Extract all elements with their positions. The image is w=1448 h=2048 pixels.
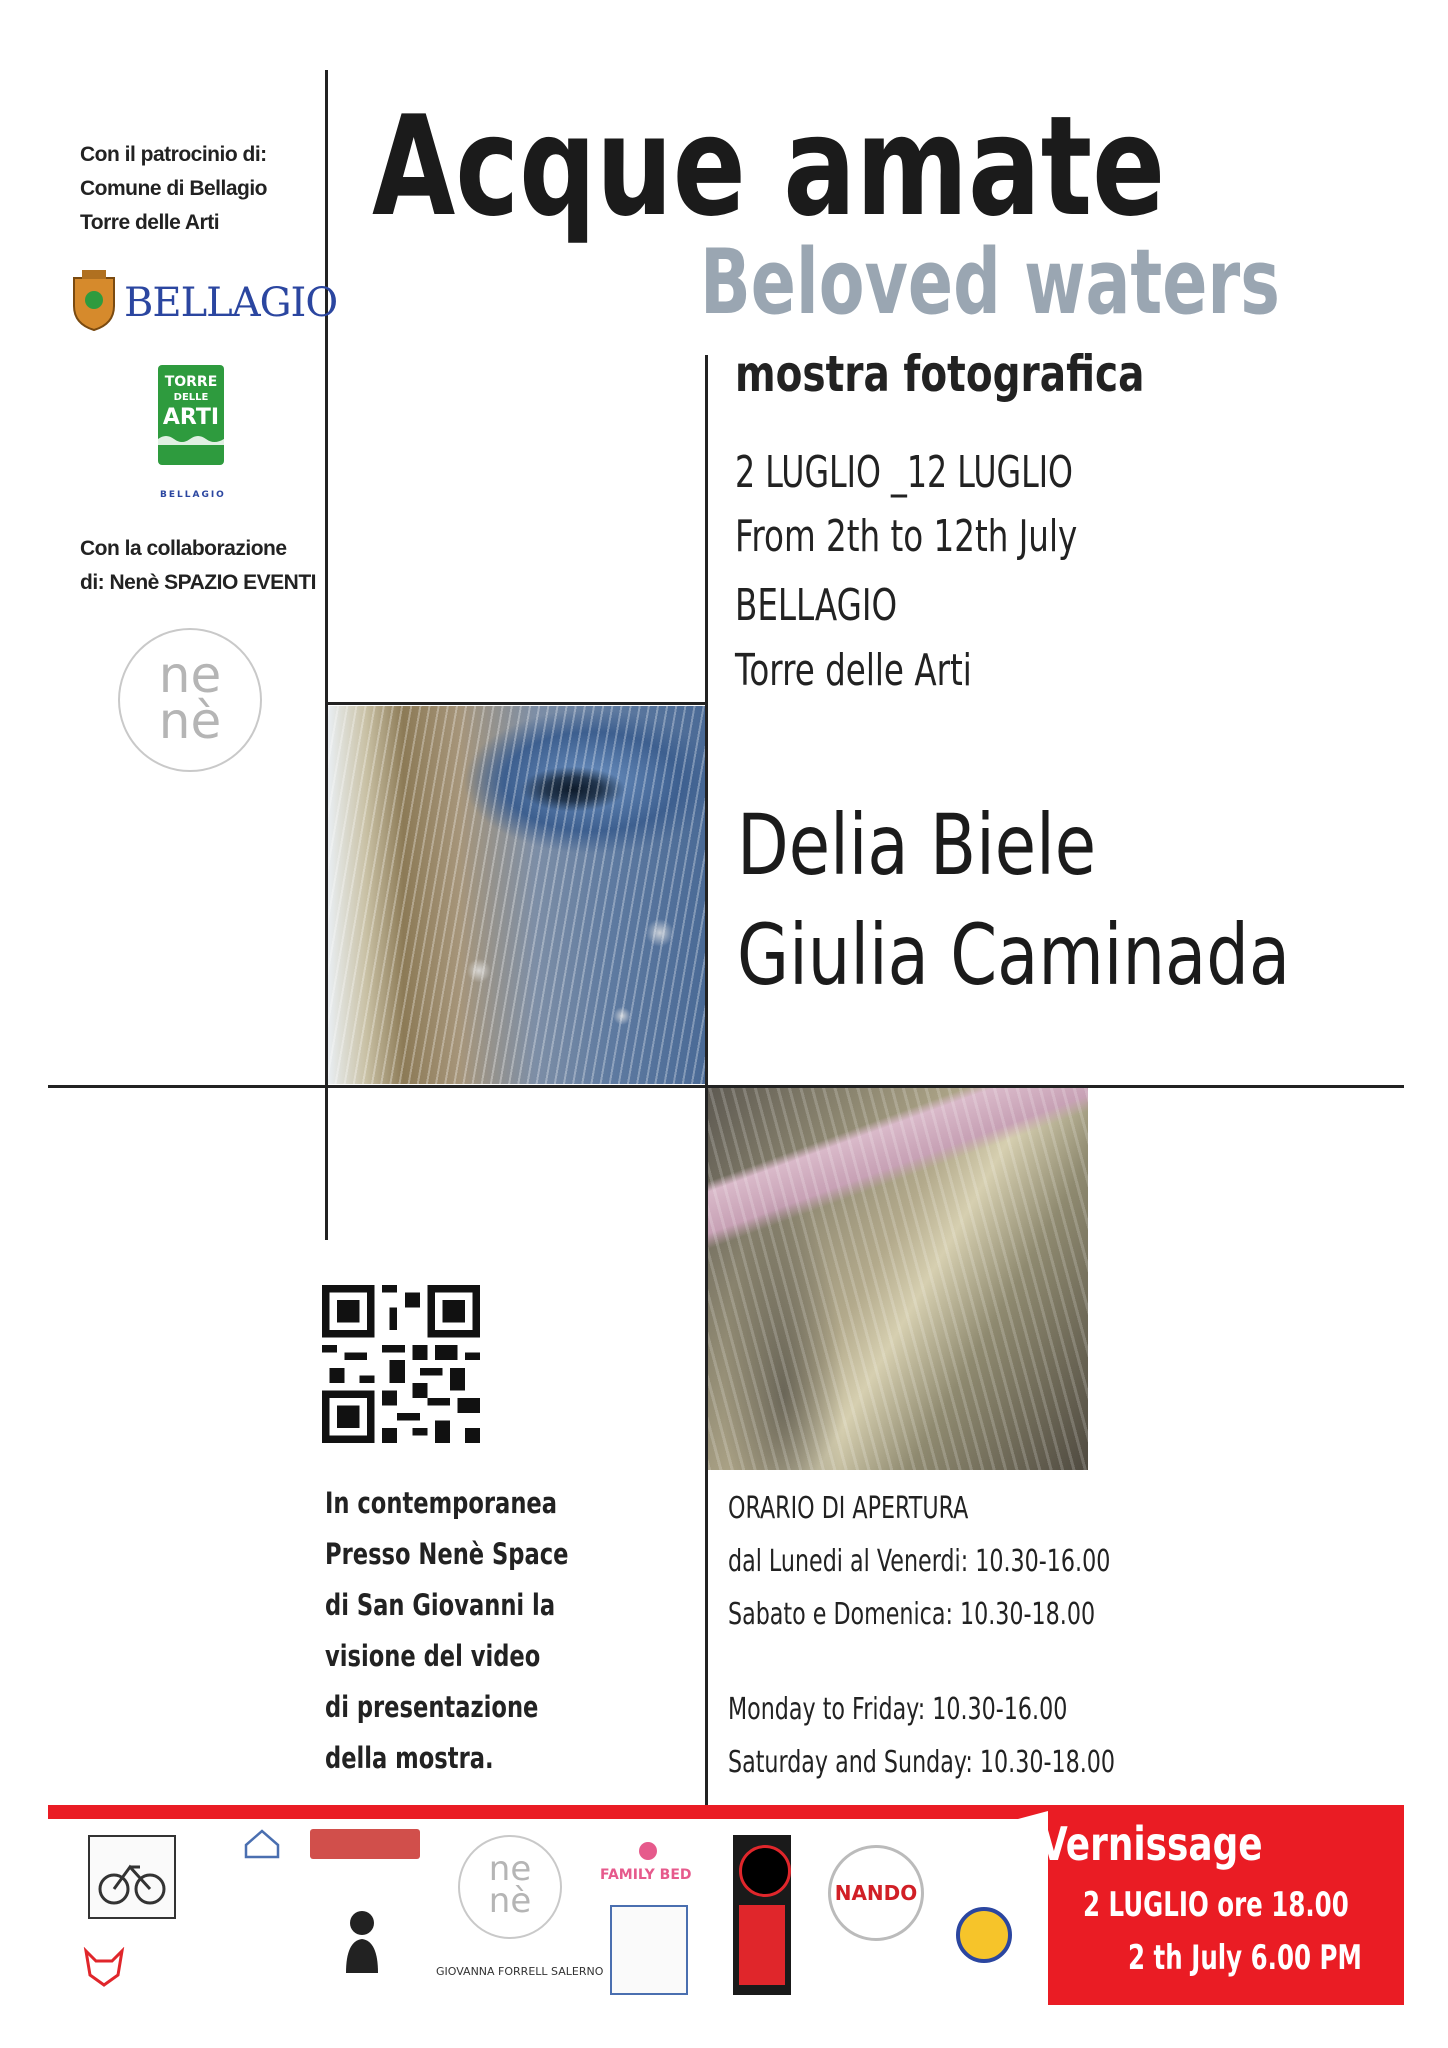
collaboration-line-2: di: Nenè SPAZIO EVENTI [80, 571, 316, 594]
sponsor-nene-line-2: nè [488, 1881, 532, 1921]
qr-code-icon [322, 1285, 480, 1443]
person-silhouette-icon [332, 1905, 392, 1975]
qr-code[interactable] [322, 1285, 480, 1443]
simultaneous-event-text [325, 1478, 569, 1784]
opening-hours-it-weekdays: dal Lunedi al Venerdi: 10.30-16.00 [728, 1544, 1111, 1579]
fox-icon [82, 1947, 126, 1987]
opening-hours-heading: ORARIO DI APERTURA [728, 1491, 969, 1526]
simultaneous-line-1: In contemporanea [325, 1486, 558, 1520]
sponsor-nene-logo [458, 1835, 562, 1939]
torre-logo-caption: BELLAGIO [160, 490, 226, 500]
sponsor-nando-text: NANDO [834, 1881, 918, 1905]
opening-hours-it-weekend: Sabato e Domenica: 10.30-18.00 [728, 1597, 1096, 1632]
simultaneous-line-5: di presentazione [325, 1690, 539, 1724]
sponsor-banner [48, 1805, 1404, 2005]
collaboration-text [80, 532, 316, 600]
simultaneous-line-3: di San Giovanni la [325, 1588, 556, 1622]
authors [737, 790, 1290, 1010]
patronage-line-1: Con il patrocinio di: [80, 143, 267, 166]
photo-stone-texture [708, 1088, 1088, 1470]
title-subtitle: Beloved waters [700, 230, 1280, 335]
torre-logo-line-3: ARTI [162, 405, 220, 430]
city: BELLAGIO [735, 580, 898, 631]
nene-logo-line-2: nè [158, 692, 222, 750]
vernissage-date-it: 2 LUGLIO ore 18.00 [1083, 1885, 1349, 1925]
venue: Torre delle Arti [735, 645, 972, 696]
opening-hours-en-weekdays: Monday to Friday: 10.30-16.00 [728, 1692, 1068, 1727]
sponsor-logo-2 [228, 1829, 298, 1929]
sponsor-nene-line-1: ne [488, 1849, 532, 1889]
dates-italian: 2 LUGLIO _12 LUGLIO [735, 447, 1073, 498]
photo-water-eye [328, 706, 705, 1084]
patronage-text [80, 138, 267, 240]
sponsor-logo-black-red [733, 1835, 791, 1995]
exhibition-type: mostra fotografica [735, 345, 1145, 403]
nene-logo-line-1: ne [158, 646, 222, 704]
bicycle-icon [90, 1837, 174, 1917]
sponsor-logo-3 [310, 1829, 420, 1859]
collaboration-line-1: Con la collaborazione [80, 537, 287, 560]
sport-badge-icon [954, 1905, 1014, 1965]
vernissage-title: Vernissage [1040, 1817, 1263, 1871]
torre-logo-line-2: DELLE [173, 392, 209, 403]
photo-water-stone [708, 1088, 1088, 1470]
dates-english: From 2th to 12th July [735, 511, 1078, 562]
balloon-icon [636, 1841, 660, 1865]
torre-delle-arti-logo [158, 365, 224, 465]
opening-hours [728, 1482, 1115, 1789]
horizontal-divider-top [325, 702, 708, 705]
author-2: Giulia Caminada [737, 906, 1291, 1004]
sponsor-nando-logo [828, 1845, 924, 1941]
simultaneous-line-4: visione del video [325, 1639, 541, 1673]
house-icon [242, 1829, 282, 1859]
sponsor-family-logo [600, 1841, 700, 1891]
opening-hours-en-weekend: Saturday and Sunday: 10.30-18.00 [728, 1745, 1116, 1780]
simultaneous-line-2: Presso Nenè Space [325, 1537, 569, 1571]
vernissage-date-en: 2 th July 6.00 PM [1128, 1938, 1362, 1978]
title-main: Acque amate [372, 86, 1166, 247]
photo-water-texture [328, 706, 705, 1084]
sponsor-nene-caption: GIOVANNA FORRELL SALERNO [436, 1965, 604, 1978]
simultaneous-line-6: della mostra. [325, 1741, 494, 1775]
wave-icon [158, 431, 224, 445]
nene-logo [118, 628, 262, 772]
patronage-line-3: Torre delle Arti [80, 211, 220, 234]
sponsor-logo-house-badge [610, 1905, 688, 1995]
patronage-line-2: Comune di Bellagio [80, 177, 268, 200]
torre-logo-line-1: TORRE [164, 374, 218, 390]
bellagio-logo-text: BELLAGIO [124, 280, 338, 326]
sponsor-logo-1 [88, 1835, 176, 1919]
author-1: Delia Biele [737, 796, 1097, 894]
bellagio-logo [68, 268, 338, 336]
bellagio-crest-icon [68, 268, 120, 332]
vertical-divider-right [705, 355, 708, 1810]
sponsor-family-text: FAMILY BED [600, 1867, 692, 1883]
